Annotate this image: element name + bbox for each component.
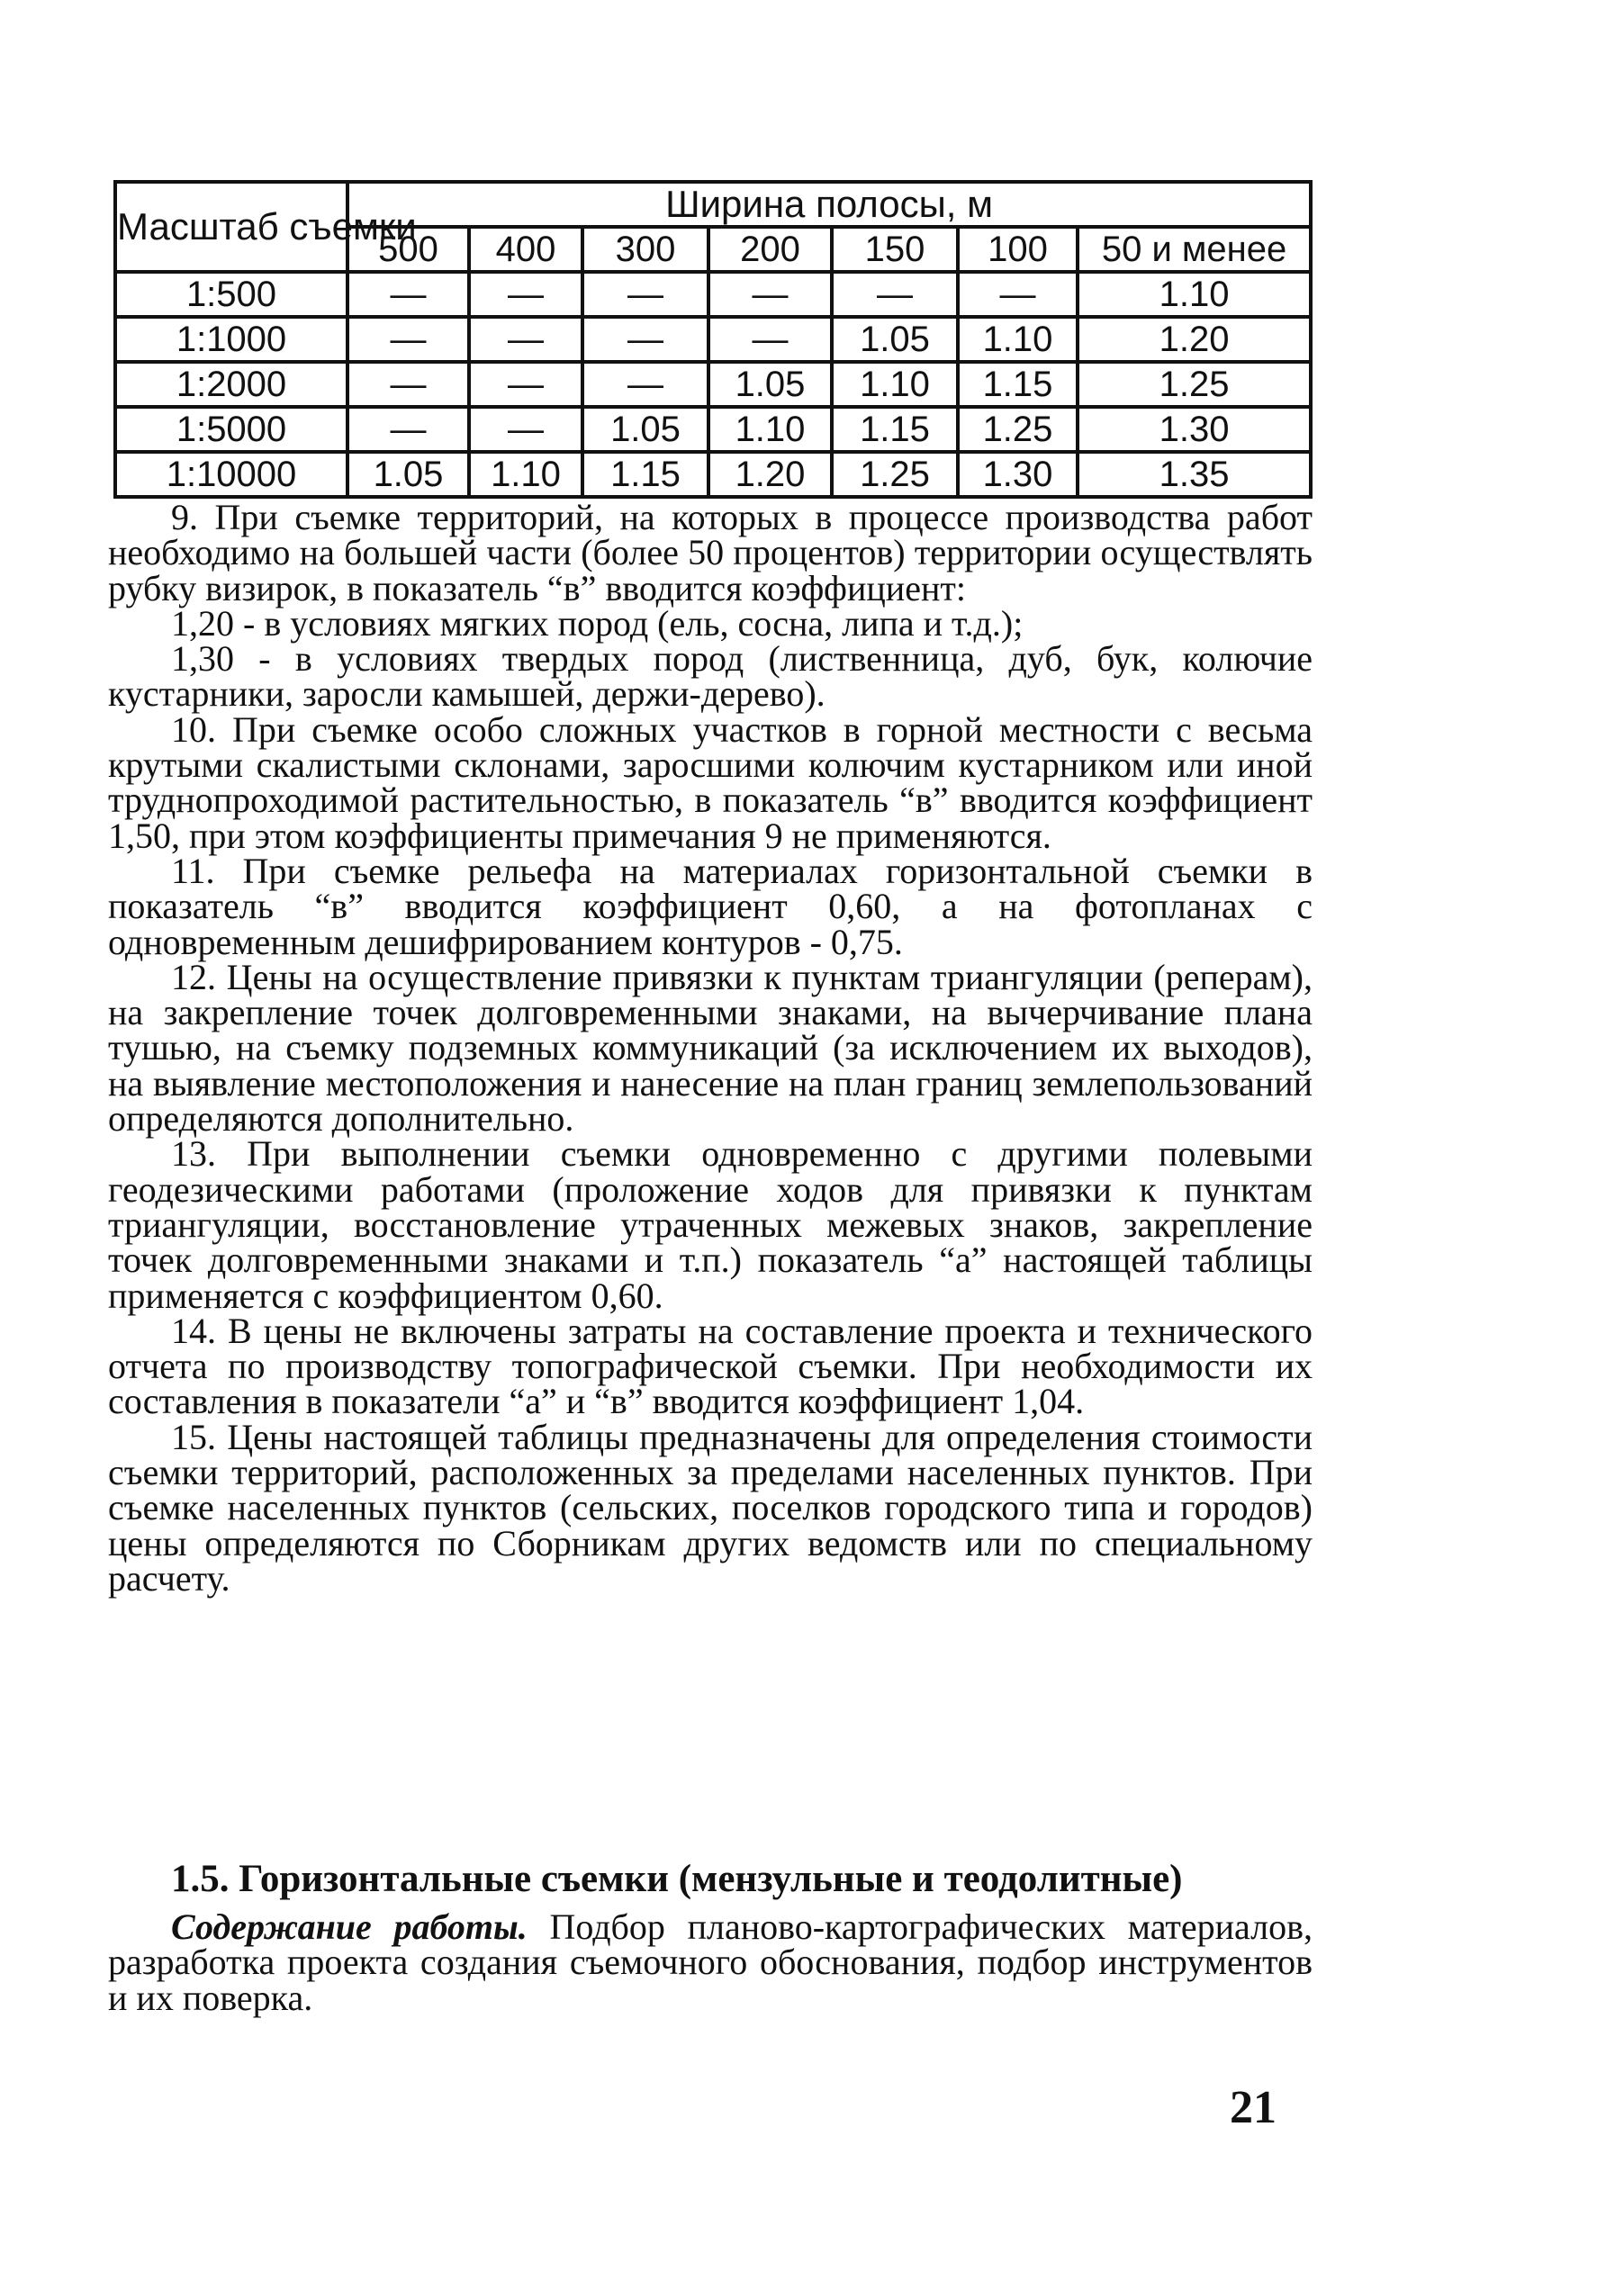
- table-row: [115, 362, 1311, 407]
- value-cell: 1.20: [708, 452, 832, 497]
- section-paragraph: [108, 1906, 1313, 2018]
- note-12: 12. Цены на осуществление привязки к пунктам триангуляции (реперам), на закрепление точек долговременными знаками, на вычерчивание плана тушью, на съемку подземных коммуникаций (за исключением их выходов), на выявление местоположения и нанесение на план границ землепользований определяются дополнительно.: [108, 956, 1313, 1140]
- note-11: 11. При съемке рельефа на материалах горизонтальной съемки в показатель “в” вводится коэффициент 0,60, а на фотопланах с одновременным дешифрированием контуров - 0,75.: [108, 850, 1313, 962]
- value-cell: —: [708, 317, 832, 362]
- scale-cell: 1:10000: [115, 452, 347, 497]
- table-row: [115, 272, 1311, 317]
- page-number: 21: [1230, 2082, 1277, 2133]
- value-cell: 1.05: [708, 362, 832, 407]
- width-column: 400: [469, 227, 582, 272]
- note-15: 15. Цены настоящей таблицы предназначены для определения стоимости съемки территорий, расположенных за пределами населенных пунктов. При съемке населенных пунктов (сельских, поселков городского типа и городов) цены определяются по Сборникам других ведомств или по специальному расчету.: [108, 1416, 1313, 1599]
- value-cell: —: [469, 317, 582, 362]
- value-cell: —: [347, 317, 469, 362]
- value-cell: —: [958, 272, 1078, 317]
- width-column: 50 и менее: [1078, 227, 1311, 272]
- value-cell: —: [469, 272, 582, 317]
- value-cell: 1.15: [832, 407, 958, 452]
- note-9-item-b: 1,30 - в условиях твердых пород (лиственница, дуб, бук, колючие кустарники, заросли камышей, держи-дерево).: [108, 638, 1313, 715]
- value-cell: 1.30: [958, 452, 1078, 497]
- note-9-item-a: 1,20 - в условиях мягких пород (ель, сосна, липа и т.д.);: [171, 602, 1024, 644]
- width-column: 300: [582, 227, 708, 272]
- section-text: Подбор планово-картографических материалов, разработка проекта создания съемочного обоснования, подбор инструментов и их поверка.: [108, 1906, 1313, 2018]
- value-cell: 1.10: [1078, 272, 1311, 317]
- value-cell: —: [582, 272, 708, 317]
- header-width: Ширина полосы, м: [347, 182, 1311, 227]
- width-column: 200: [708, 227, 832, 272]
- value-cell: —: [469, 407, 582, 452]
- value-cell: 1.05: [832, 317, 958, 362]
- value-cell: 1.10: [708, 407, 832, 452]
- value-cell: 1.10: [832, 362, 958, 407]
- scale-cell: 1:500: [115, 272, 347, 317]
- value-cell: —: [469, 362, 582, 407]
- value-cell: —: [832, 272, 958, 317]
- value-cell: 1.20: [1078, 317, 1311, 362]
- section-lead: Содержание работы.: [171, 1906, 528, 1947]
- coefficient-table: [113, 180, 1313, 499]
- scale-cell: 1:2000: [115, 362, 347, 407]
- table-header-row: [115, 182, 1311, 227]
- value-cell: 1.15: [958, 362, 1078, 407]
- value-cell: 1.25: [958, 407, 1078, 452]
- scale-cell: 1:5000: [115, 407, 347, 452]
- table-row: [115, 452, 1311, 497]
- value-cell: 1.35: [1078, 452, 1311, 497]
- value-cell: 1.15: [582, 452, 708, 497]
- header-scale: Масштаб съемки: [115, 182, 347, 272]
- section-heading: 1.5. Горизонтальные съемки (мензульные и теодолитные): [171, 1858, 1183, 1900]
- value-cell: —: [347, 362, 469, 407]
- value-cell: 1.25: [1078, 362, 1311, 407]
- note-9: 9. При съемке территорий, на которых в процессе производства работ необходимо на большей части (более 50 процентов) территории осуществлять рубку визирок, в показатель “в” вводится коэффициент:: [108, 497, 1313, 608]
- value-cell: 1.10: [469, 452, 582, 497]
- value-cell: —: [582, 362, 708, 407]
- value-cell: 1.05: [347, 452, 469, 497]
- value-cell: —: [708, 272, 832, 317]
- value-cell: 1.05: [582, 407, 708, 452]
- value-cell: 1.30: [1078, 407, 1311, 452]
- note-14: 14. В цены не включены затраты на составление проекта и технического отчета по производству топографической съемки. При необходимости их составления в показатели “а” и “в” вводится коэффициент 1,04.: [108, 1310, 1313, 1422]
- width-column: 100: [958, 227, 1078, 272]
- value-cell: —: [582, 317, 708, 362]
- note-10: 10. При съемке особо сложных участков в горной местности с весьма крутыми скалистыми склонами, заросшими колючим кустарником или иной труднопроходимой растительностью, в показатель “в” вводится коэффициент 1,50, при этом коэффициенты примечания 9 не применяются.: [108, 708, 1313, 856]
- width-column: 500: [347, 227, 469, 272]
- note-13: 13. При выполнении съемки одновременно с другими полевыми геодезическими работами (проложение ходов для привязки к пунктам триангуляции, восстановление утраченных межевых знаков, закрепление точек долговременными знаками и т.п.) показатель “а” настоящей таблицы применяется с коэффициентом 0,60.: [108, 1133, 1313, 1316]
- width-column: 150: [832, 227, 958, 272]
- notes-block: [108, 497, 1313, 1599]
- value-cell: —: [347, 407, 469, 452]
- value-cell: —: [347, 272, 469, 317]
- table-row: [115, 407, 1311, 452]
- value-cell: 1.25: [832, 452, 958, 497]
- value-cell: 1.10: [958, 317, 1078, 362]
- table-row: [115, 317, 1311, 362]
- scale-cell: 1:1000: [115, 317, 347, 362]
